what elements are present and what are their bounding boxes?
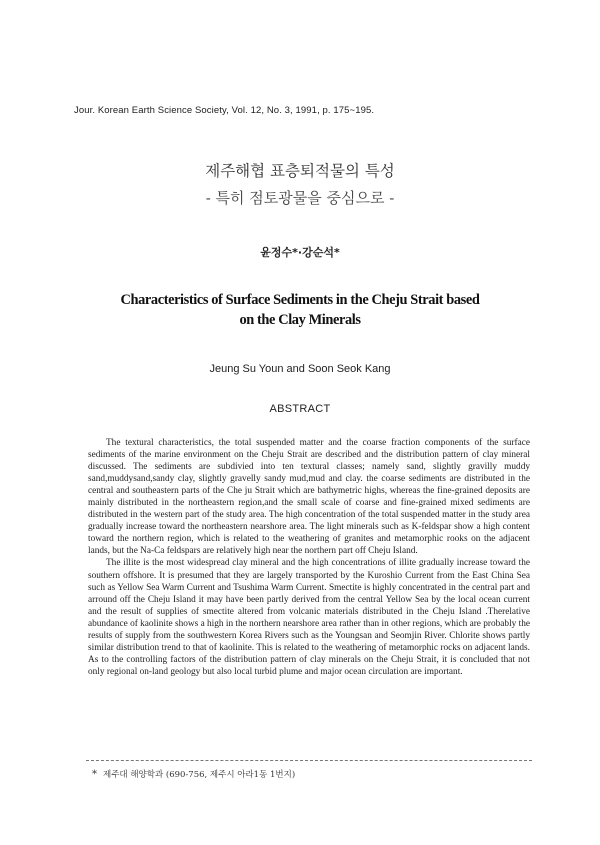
english-authors: Jeung Su Youn and Soon Seok Kang: [209, 363, 391, 375]
abstract-heading: ABSTRACT: [269, 403, 331, 415]
korean-title: 제주해협 표층퇴적물의 특성: [205, 162, 395, 180]
abstract-paragraph-2: The illite is the most widespread clay mineral and the high concentrations of illite gradually increase toward the southern offshore. It is presumed that they are largely transported by the Kuroshio Current from the East China Sea such as Yellow Sea Warm Current and Tsushima Warm Current. Smectite is highly concentrated in the central part and arround off the Cheju Island it may have been partly derived from the central Yellow Sea by the local ocean current and the result of supplies of smectite altered from volcanic materials distributed in the Cheju Island .Therelative abundance of kaolinite shows a high in the northern nearshore area rather than in other regions, which are probably the results of supply from the southwestern Korea Rivers such as the Youngsan and Seomjin River. Chlorite shows partly similar distribution trend to that of kaolinite. This is related to the weathering of metamorphic rocks on adjacent lands. As to the controlling factors of the distribution pattern of clay minerals on the Cheju Strait, it is concluded that not only regional on-land geology but also local turbid plume and major ocean circulation are important.: [88, 558, 530, 677]
footnote-mark: *: [92, 769, 97, 780]
english-title-line-2: on the Clay Minerals: [239, 312, 361, 328]
english-title-line-1: Characteristics of Surface Sediments in the Cheju Strait based: [120, 292, 480, 308]
footnote: [92, 768, 295, 780]
journal-citation: Jour. Korean Earth Science Society, Vol. 12, No. 3, 1991, p. 175~195.: [74, 105, 375, 116]
korean-subtitle: - 특히 점토광물을 중심으로 -: [205, 189, 395, 207]
footnote-divider: [86, 760, 532, 761]
korean-authors: 윤정수*·강순석*: [260, 246, 340, 259]
abstract-paragraph-1: The textural characteristics, the total suspended matter and the coarse fraction components of the surface sediments of the marine environment on the Cheju Strait are described and the distribution pattern of clay mineral discussed. The sediments are subdivied into ten textural classes; namely sand, slightly gravilly muddy sand,muddysand,sandy clay, slightly gravelly sandy mud,mud and clay. the coarse sediments are distributed in the central and southeastern parts of the Che ju Strait which are bathymetric highs, whereas the fine-grained deposits are mainly distributed in the northeastern region,and the small scale of coarse and fine-grained mixed sediments are distributed in the western part of the study area. The high concentration of the total suspended matter in the study area gradually increase toward the northeastern nearshore area. The light minerals such as K-feldspar show a high content toward the northern region, which is related to the weathering of granites and metamorphic rooks on the adjacent lands, but the Na-Ca feldspars are relatively high near the northern part off Cheju Island.: [88, 438, 530, 557]
abstract-body: [88, 437, 530, 678]
english-title: [0, 290, 600, 330]
footnote-text: 제주대 해양학과 (690-756, 제주시 아라1동 1번지): [103, 770, 296, 780]
